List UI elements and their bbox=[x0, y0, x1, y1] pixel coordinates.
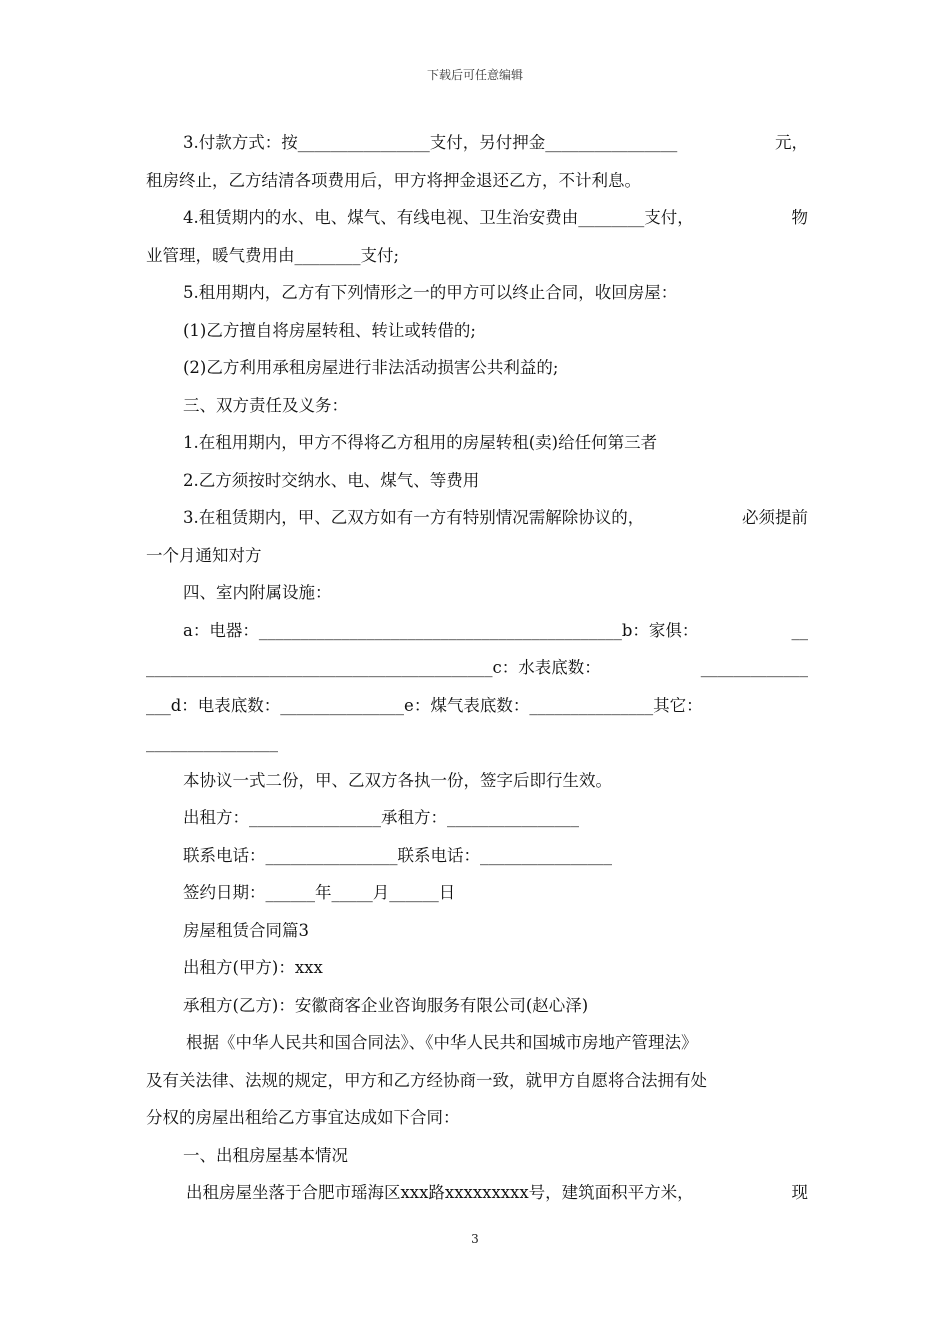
paragraph-line: 出租房屋坐落于合肥市瑶海区xxx路xxxxxxxxx号，建筑面积平方米， 现 bbox=[186, 1183, 808, 1202]
paragraph-line: 承租方(乙方)：安徽商客企业咨询服务有限公司(赵心泽) bbox=[183, 995, 589, 1015]
signature-line: 联系电话：________________联系电话：________________ bbox=[183, 845, 612, 865]
signature-line: 出租方：________________承租方：________________ bbox=[183, 808, 579, 827]
paragraph-line: 3.在租赁期内，甲、乙双方如有一方有特别情况需解除协议的， 必须提前 bbox=[183, 508, 808, 527]
paragraph-line: 及有关法律、法规的规定，甲方和乙方经协商一致，就甲方自愿将合法拥有处 bbox=[146, 1070, 707, 1090]
facilities-line: ___d：电表底数：_______________e：煤气表底数：_______________其它： bbox=[146, 695, 703, 715]
section-heading: 房屋租赁合同篇3 bbox=[183, 920, 309, 940]
section-heading: 三、双方责任及义务： bbox=[183, 395, 348, 415]
paragraph-line: 1.在租用期内，甲方不得将乙方租用的房屋转租(卖)给任何第三者 bbox=[183, 433, 658, 452]
document-body bbox=[146, 124, 808, 1212]
paragraph-line: 本协议一式二份，甲、乙双方各执一份，签字后即行生效。 bbox=[183, 770, 612, 790]
paragraph-line: 3.付款方式：按________________支付，另付押金________________ 元， bbox=[183, 133, 808, 152]
facilities-line: __________________________________________c：水表底数： _____________ bbox=[146, 658, 808, 677]
paragraph-line: 一个月通知对方 bbox=[146, 545, 262, 565]
paragraph-line: (2)乙方利用承租房屋进行非法活动损害公共利益的; bbox=[183, 358, 559, 377]
paragraph-line: 租房终止，乙方结清各项费用后，甲方将押金退还乙方，不计利息。 bbox=[146, 170, 641, 190]
paragraph-line: (1)乙方擅自将房屋转租、转让或转借的; bbox=[183, 320, 476, 340]
paragraph-line: 4.租赁期内的水、电、煤气、有线电视、卫生治安费由________支付， 物 bbox=[183, 208, 808, 227]
page-header: 下载后可任意编辑 bbox=[426, 68, 523, 82]
paragraph-line: 分权的房屋出租给乙方事宜达成如下合同： bbox=[146, 1108, 460, 1127]
paragraph-line: 业管理，暖气费用由________支付; bbox=[146, 245, 400, 265]
paragraph-line: 根据《中华人民共和国合同法》、《中华人民共和国城市房地产管理法》 bbox=[186, 1033, 698, 1052]
section-heading: 四、室内附属设施： bbox=[183, 583, 332, 602]
facilities-line: a：电器：____________________________________________b：家俱： __ bbox=[183, 620, 808, 640]
signature-line: 签约日期：______年_____月______日 bbox=[183, 883, 456, 902]
paragraph-line: 出租方(甲方)：xxx bbox=[183, 958, 323, 977]
paragraph-line: 5.租用期内，乙方有下列情形之一的甲方可以终止合同，收回房屋： bbox=[183, 283, 678, 302]
section-heading: 一、出租房屋基本情况 bbox=[183, 1145, 348, 1165]
paragraph-line: 2.乙方须按时交纳水、电、煤气、等费用 bbox=[183, 470, 480, 490]
page-number: 3 bbox=[471, 1232, 479, 1246]
facilities-line: ________________ bbox=[146, 733, 278, 752]
